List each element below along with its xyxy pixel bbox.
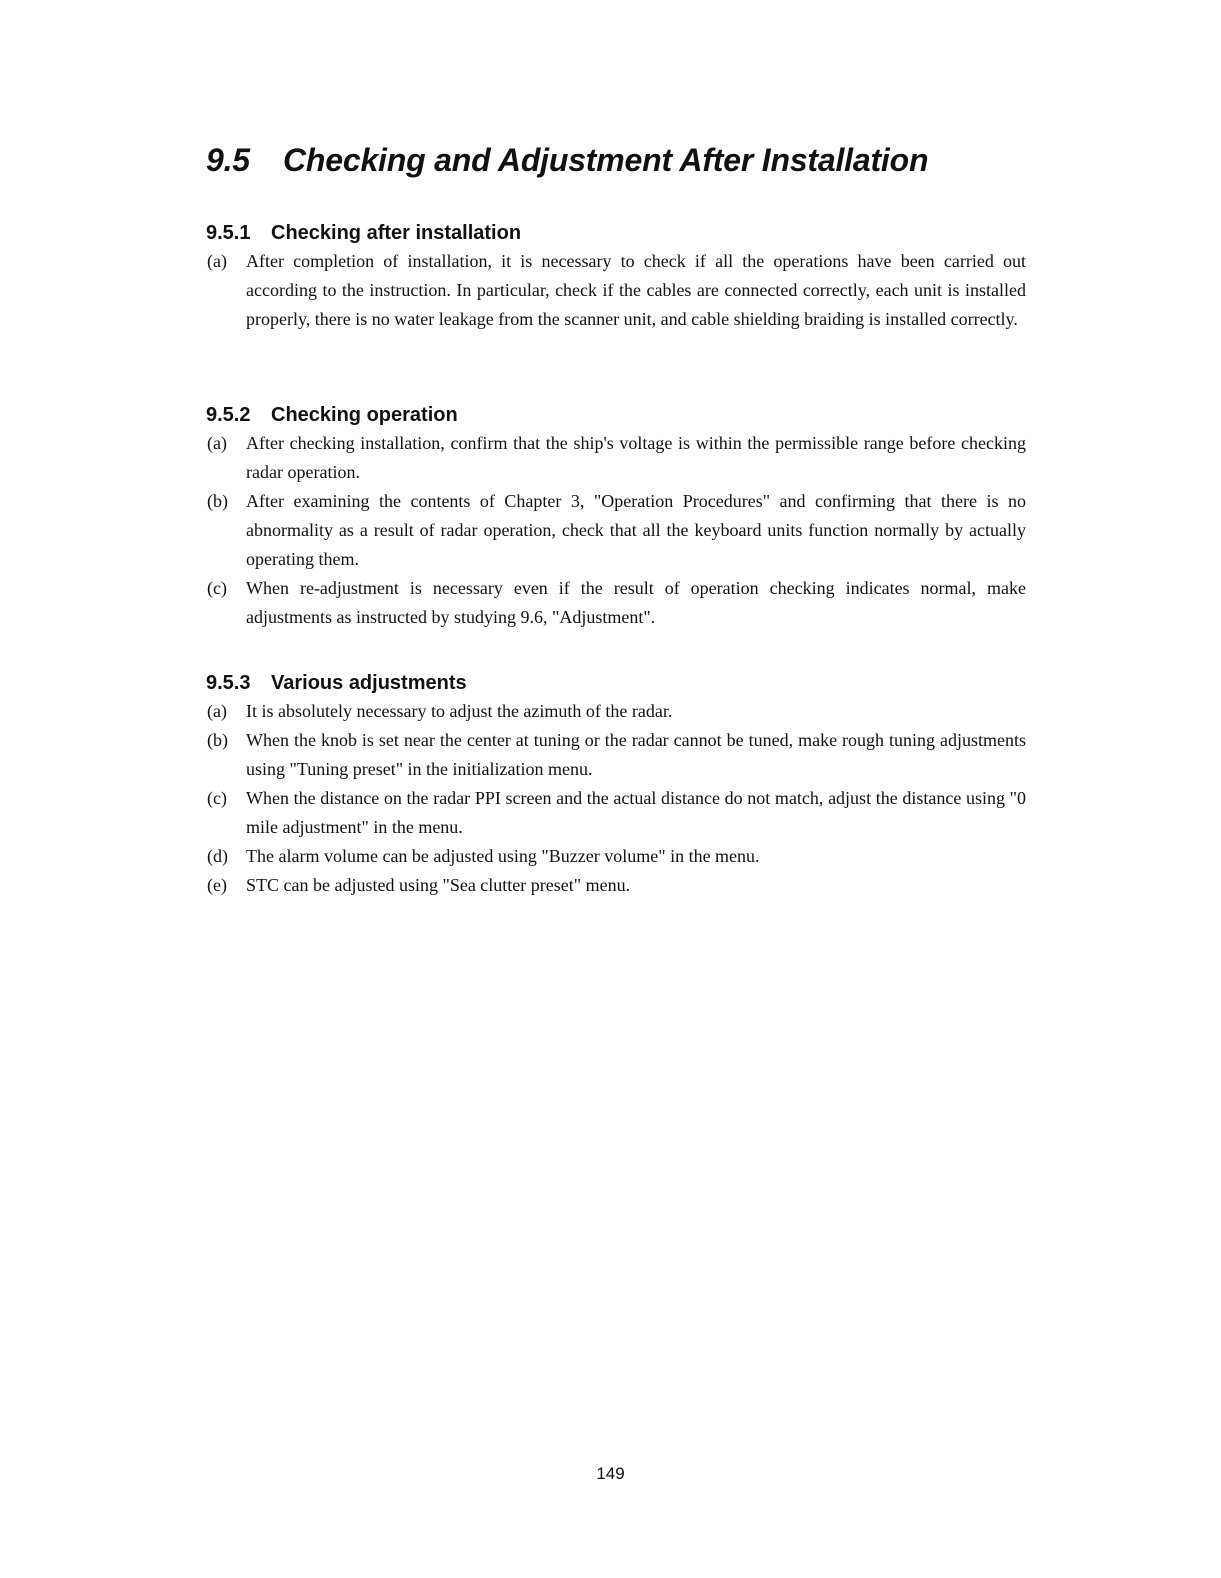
list-item <box>206 784 1026 842</box>
list-item-text: When the distance on the radar PPI screen and the actual distance do not match, adjust the distance using "0 mile adjustment" in the menu. <box>246 788 1026 837</box>
section-title: Checking after installation <box>271 222 522 244</box>
list-item-text: When re-adjustment is necessary even if the result of operation checking indicates normal, make adjustments as instructed by studying 9.6, "Adjustment". <box>246 578 1026 627</box>
list-item-marker: (c) <box>207 578 227 598</box>
list-item-text: After checking installation, confirm that the ship's voltage is within the permissible range before checking radar operation. <box>246 433 1026 482</box>
list-item-marker: (c) <box>207 788 227 808</box>
list-item <box>206 247 1026 334</box>
section-checking-after-installation <box>206 219 1026 334</box>
chapter-number: 9.5 <box>206 142 250 178</box>
list-item <box>206 487 1026 574</box>
list-item-marker: (a) <box>207 251 227 271</box>
list-item-text: After completion of installation, it is necessary to check if all the operations have been carried out according to the instruction. In particular, check if the cables are connected correctly, each unit is installed properly, there is no water leakage from the scanner unit, and cable shielding braiding is installed correctly. <box>246 251 1026 329</box>
section-title: Various adjustments <box>271 672 467 694</box>
list-item <box>206 871 1026 900</box>
list-item-marker: (e) <box>207 875 227 895</box>
list-item-text: It is absolutely necessary to adjust the azimuth of the radar. <box>246 701 673 721</box>
list-item <box>206 842 1026 871</box>
section-heading <box>206 219 1026 247</box>
list-item-text: When the knob is set near the center at tuning or the radar cannot be tuned, make rough tuning adjustments using "Tuning preset" in the initialization menu. <box>246 730 1026 779</box>
list-item-marker: (b) <box>207 730 228 750</box>
section-heading <box>206 401 1026 429</box>
section-number: 9.5.2 <box>206 404 251 426</box>
section-checking-operation <box>206 401 1026 632</box>
list-item-text: STC can be adjusted using "Sea clutter preset" menu. <box>246 875 631 895</box>
list-item <box>206 574 1026 632</box>
list-item-marker: (b) <box>207 491 228 511</box>
section-heading <box>206 669 1026 697</box>
list-item <box>206 429 1026 487</box>
section-title: Checking operation <box>271 404 458 426</box>
chapter-title-text: Checking and Adjustment After Installation <box>283 142 929 178</box>
list-item <box>206 697 1026 726</box>
list-item-marker: (d) <box>207 846 228 866</box>
list-item <box>206 726 1026 784</box>
list-item-text: The alarm volume can be adjusted using "Buzzer volume" in the menu. <box>246 846 760 866</box>
list-item-marker: (a) <box>207 433 227 453</box>
section-various-adjustments <box>206 669 1026 900</box>
list-item-text: After examining the contents of Chapter 3, "Operation Procedures" and confirming that there is no abnormality as a result of radar operation, check that all the keyboard units function normally by actually operating them. <box>246 491 1026 569</box>
section-number: 9.5.1 <box>206 222 251 244</box>
chapter-title <box>206 138 928 182</box>
page-number: 149 <box>596 1464 625 1483</box>
section-number: 9.5.3 <box>206 672 251 694</box>
list-item-marker: (a) <box>207 701 227 721</box>
